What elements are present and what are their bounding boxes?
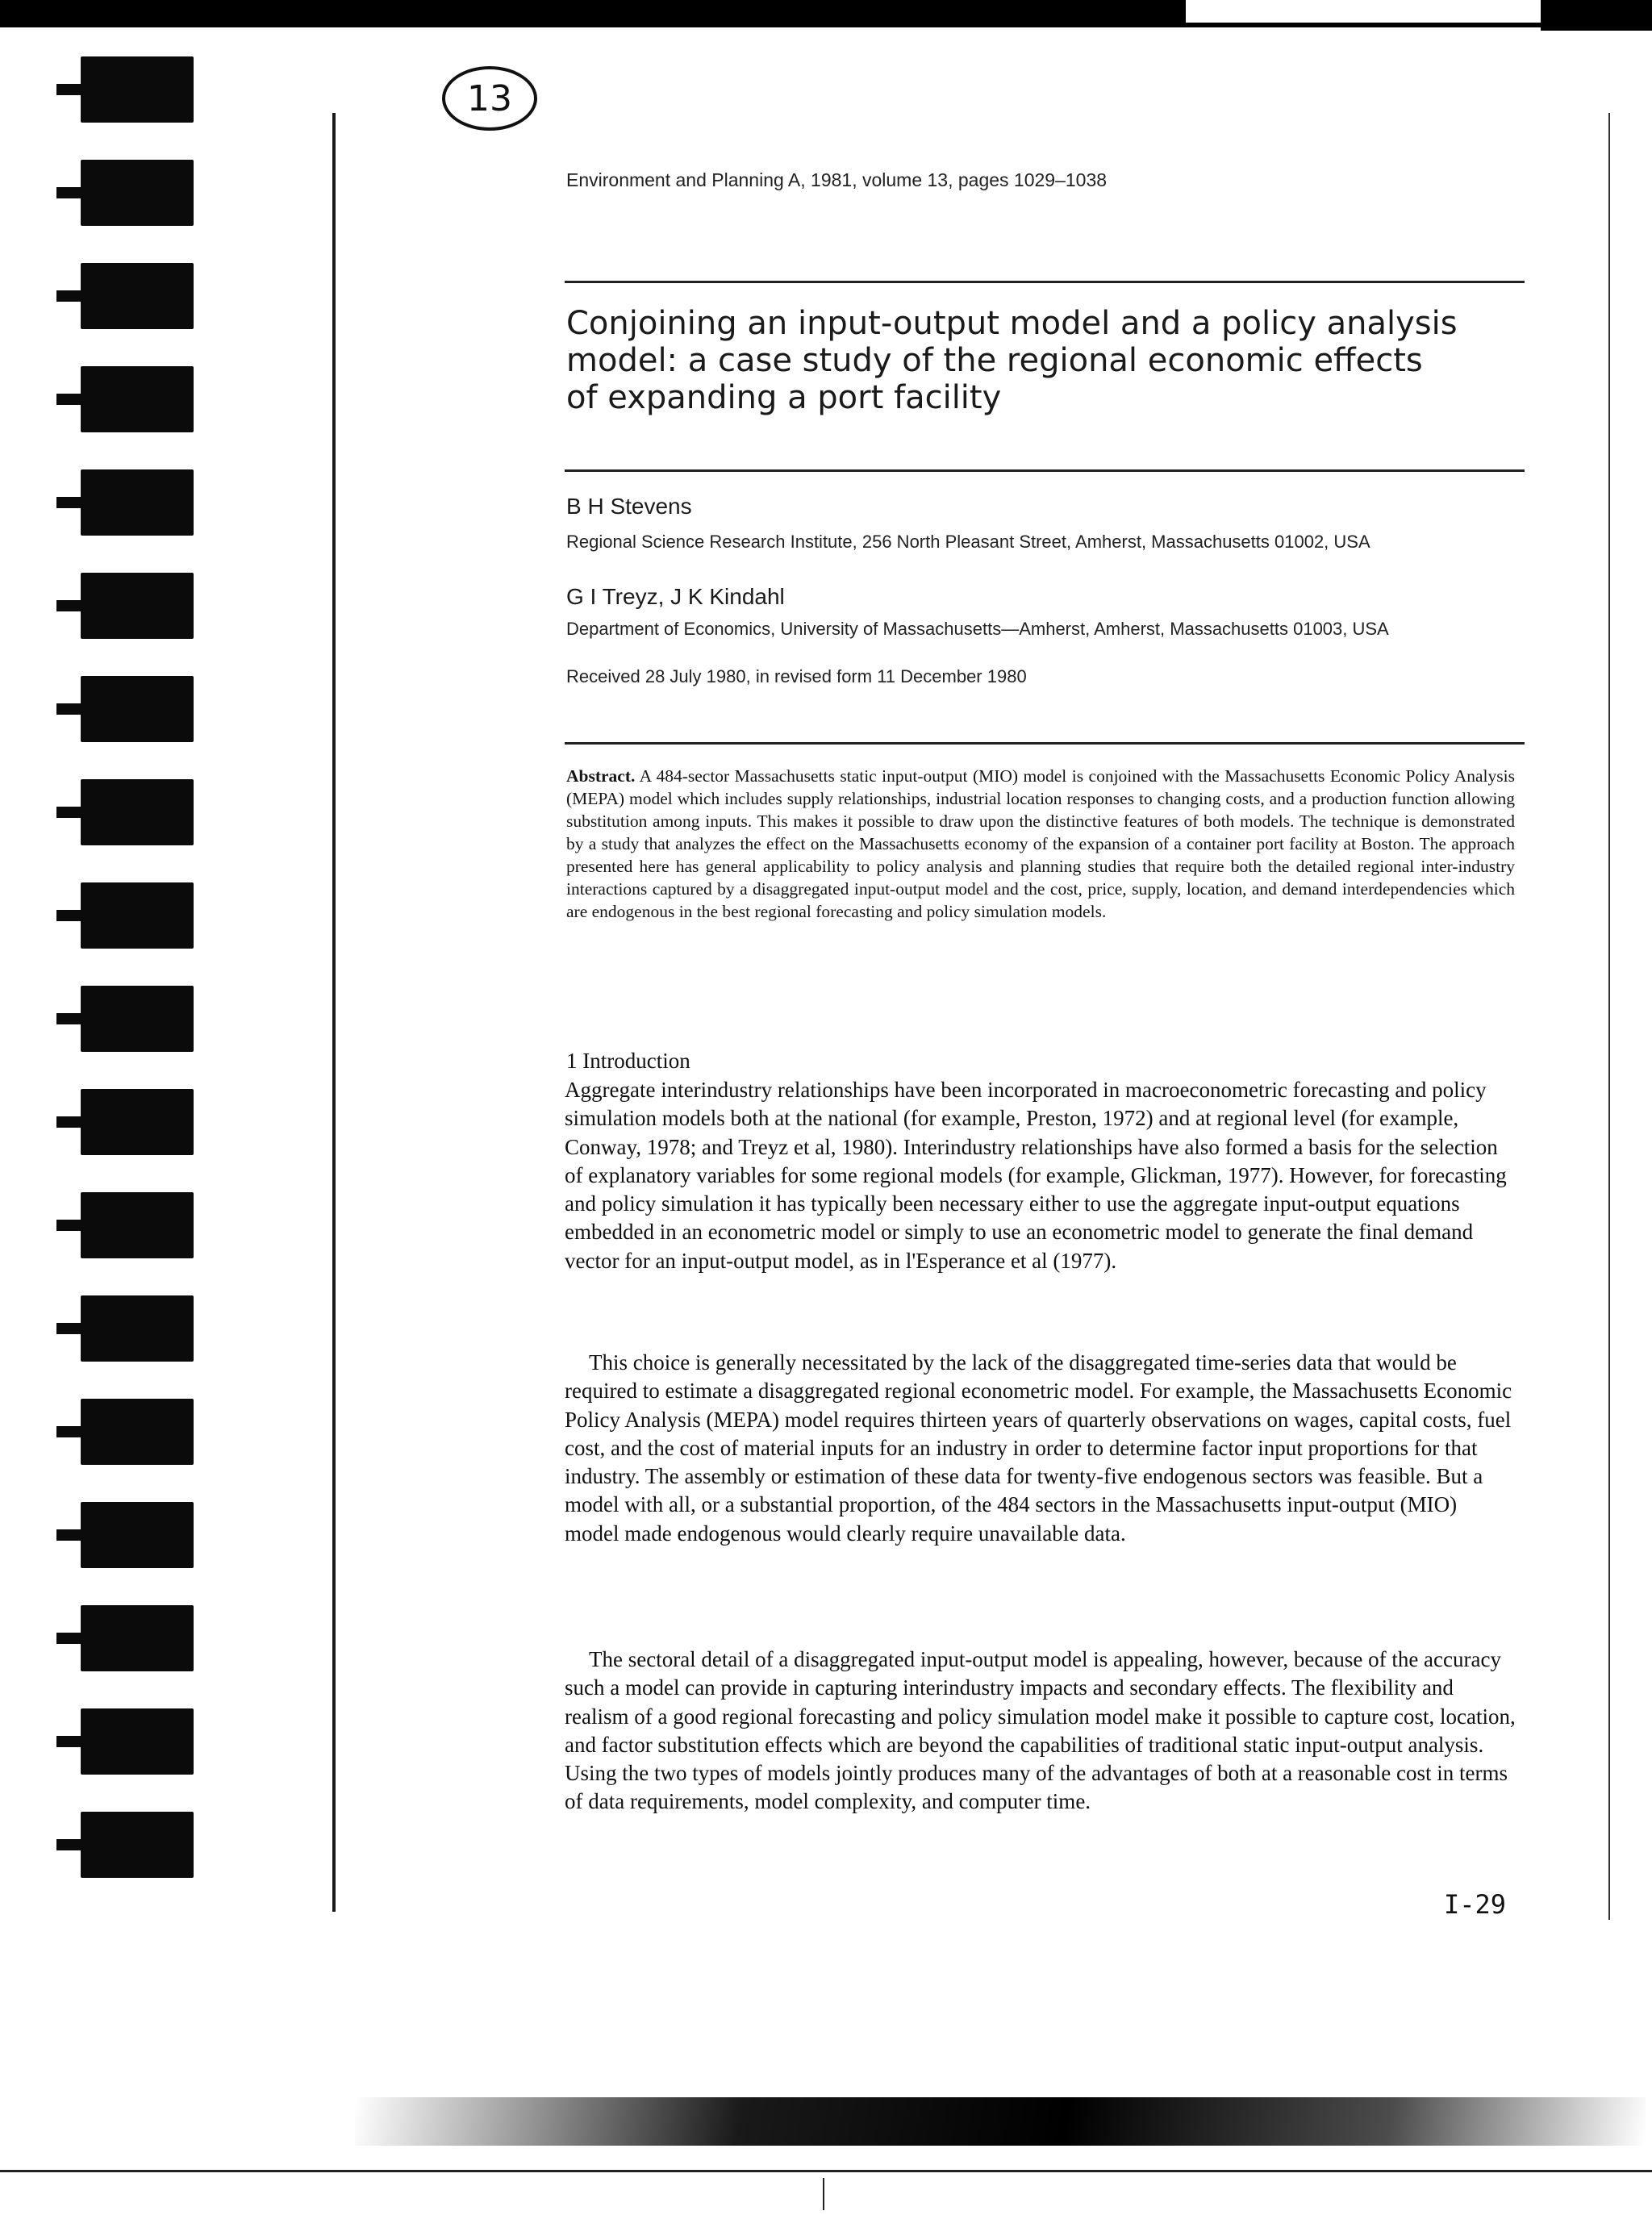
punch-hole-stub <box>56 807 89 818</box>
punch-hole-stub <box>56 1426 89 1437</box>
punch-hole-stub <box>56 394 89 405</box>
punch-hole-stub <box>56 1013 89 1024</box>
punch-hole <box>81 779 194 845</box>
punch-hole <box>81 1089 194 1155</box>
punch-hole <box>81 56 194 123</box>
author-name: G I Treyz, J K Kindahl <box>566 584 785 609</box>
abstract-text: A 484-sector Massachusetts static input-output (MIO) model is conjoined with the Massachusetts Economic Policy Analysis (MEPA) model which includes supply relationships, industrial location responses to changing costs, and a production function allowing substitution among inputs. This makes it possible to draw upon the distinctive features of both models. The technique is demonstrated by a study that analyzes the effect on the Massachusetts economy of the expansion of a container port facility at Boston. The approach presented here has general applicability to policy analysis and planning studies that require both the detailed regional inter-industry interactions captured by a disaggregated input-output model and the cost, price, supply, location, and demand interdependencies which are endogenous in the best regional forecasting and policy simulation models. <box>566 766 1515 921</box>
punch-hole <box>81 573 194 639</box>
author-affiliation: Department of Economics, University of Massachusetts—Amherst, Amherst, Massachusetts 01003, USA <box>566 619 1389 639</box>
binding-punch-holes <box>0 32 202 2017</box>
abstract-label: Abstract. <box>566 766 636 786</box>
author-affiliation: Regional Science Research Institute, 256 North Pleasant Street, Amherst, Massachusetts 01002, USA <box>566 532 1370 552</box>
right-margin-line <box>1608 113 1610 1920</box>
abstract-top-rule <box>565 742 1525 745</box>
journal-citation: Environment and Planning A, 1981, volume 13, pages 1029–1038 <box>566 169 1108 190</box>
punch-hole-stub <box>56 703 89 715</box>
title-top-rule <box>565 281 1525 283</box>
abstract <box>566 765 1515 923</box>
punch-hole-stub <box>56 600 89 611</box>
punch-hole-stub <box>56 1633 89 1644</box>
punch-hole <box>81 1502 194 1568</box>
punch-hole <box>81 263 194 329</box>
body-paragraph: Aggregate interindustry relationships have been incorporated in macroeconometric forecasting and policy simulation models both at the national (for example, Preston, 1972) and at regional level (for example, Conway, 1978; and Treyz et al, 1980). Interindustry relationships have also formed a basis for the selection of explanatory variables for some regional models (for example, Glickman, 1977). However, for forecasting and policy simulation it has typically been necessary either to use the aggregate input-output equations embedded in an econometric model or simply to use an econometric model to generate the final demand vector for an input-output model, as in l'Esperance et al (1977). <box>565 1078 1507 1273</box>
punch-hole-stub <box>56 497 89 508</box>
punch-hole <box>81 986 194 1052</box>
punch-hole <box>81 469 194 536</box>
margin-note-text: 13 <box>467 77 512 119</box>
punch-hole-stub <box>56 84 89 95</box>
received-date: Received 28 July 1980, in revised form 11 December 1980 <box>566 666 1027 686</box>
title-line: of expanding a port facility <box>566 379 1002 416</box>
punch-hole <box>81 1295 194 1362</box>
punch-hole <box>81 1399 194 1465</box>
punch-hole-stub <box>56 1839 89 1850</box>
punch-hole-stub <box>56 1529 89 1541</box>
punch-hole <box>81 160 194 226</box>
punch-hole-stub <box>56 290 89 302</box>
scan-bottom-edge <box>0 2170 1652 2172</box>
scan-bottom-shadow <box>355 2097 1646 2146</box>
punch-hole-stub <box>56 910 89 921</box>
section-heading: 1 Introduction <box>566 1049 690 1073</box>
title-bottom-rule <box>565 469 1525 472</box>
circled-margin-note <box>442 66 537 131</box>
punch-hole <box>81 1605 194 1671</box>
paper-title <box>566 305 1534 416</box>
punch-hole <box>81 882 194 949</box>
punch-hole <box>81 1708 194 1775</box>
punch-hole-stub <box>56 187 89 198</box>
title-line: model: a case study of the regional economic effects <box>566 342 1423 379</box>
spine-shadow-line <box>332 113 336 1912</box>
punch-hole-stub <box>56 1323 89 1334</box>
punch-hole-stub <box>56 1116 89 1128</box>
scan-bottom-tick <box>823 2178 824 2210</box>
punch-hole-stub <box>56 1220 89 1231</box>
body-paragraph: This choice is generally necessitated by the lack of the disaggregated time-series data that would be required to estimate a disaggregated regional econometric model. For example, the Massachusetts Economic Policy Analysis (MEPA) model requires thirteen years of quarterly observations on wages, capital costs, fuel cost, and the cost of material inputs for an industry in order to determine factor input proportions for that industry. The assembly or estimation of these data for twenty-five endogenous sectors was feasible. But a model with all, or a substantial proportion, of the 484 sectors in the Massachusetts input-output (MIO) model made endogenous would clearly require unavailable data. <box>565 1350 1512 1546</box>
body-paragraph: The sectoral detail of a disaggregated input-output model is appealing, however, because of the accuracy such a model can provide in capturing interindustry impacts and secondary effects. The flexibility and realism of a good regional forecasting and policy simulation model make it possible to capture cost, location, and factor substitution effects which are beyond the capabilities of traditional static input-output analysis. Using the two types of models jointly produces many of the advantages of both at a reasonable cost in terms of data requirements, model complexity, and computer time. <box>565 1647 1516 1814</box>
punch-hole <box>81 1812 194 1878</box>
punch-hole <box>81 676 194 742</box>
scan-top-edge-gap <box>1186 0 1541 23</box>
title-line: Conjoining an input-output model and a policy analysis <box>566 305 1458 342</box>
punch-hole-stub <box>56 1736 89 1747</box>
page-number: I-29 <box>1444 1889 1507 1920</box>
scan-top-edge-right <box>1541 0 1652 31</box>
author-name: B H Stevens <box>566 494 692 519</box>
punch-hole <box>81 1192 194 1258</box>
punch-hole <box>81 366 194 432</box>
